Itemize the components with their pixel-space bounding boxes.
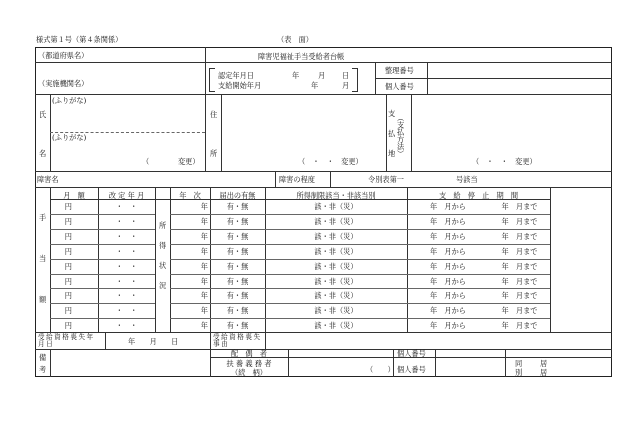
table-row-line bbox=[50, 274, 155, 275]
disability-name-label: 障害名 bbox=[37, 175, 59, 184]
row-cell-yen: 円 bbox=[64, 231, 72, 241]
pay-method-label: （支払方法） bbox=[396, 114, 406, 158]
allowance-char-2: 当 bbox=[39, 254, 47, 263]
header-income-limit: 所得制限該当・非該当別 bbox=[296, 191, 376, 200]
row-cell-nen: 年 bbox=[200, 216, 208, 226]
loss-date-value: 年 月 日 bbox=[128, 337, 179, 346]
table-row-line bbox=[50, 244, 155, 245]
row-cell-gai: 該・非（災） bbox=[314, 231, 358, 241]
row-cell-to: 年 月まで bbox=[501, 202, 538, 211]
row-cell-dots: ・ ・ bbox=[115, 246, 138, 256]
separate-char-2: 居 bbox=[540, 368, 548, 377]
row-cell-gai: 該・非（災） bbox=[314, 276, 358, 286]
table-row-line bbox=[50, 214, 155, 215]
row-cell-dots: ・ ・ bbox=[115, 216, 138, 226]
address-char-1: 住 bbox=[210, 110, 218, 119]
address-char-2: 所 bbox=[210, 149, 218, 158]
table-col-line bbox=[155, 187, 156, 332]
header-revised: 改 定 年 月 bbox=[108, 191, 145, 200]
row-cell-umu: 有・無 bbox=[226, 216, 249, 226]
table-row-line bbox=[170, 214, 550, 215]
row-cell-yen: 円 bbox=[64, 321, 72, 331]
pay-char-3: 地 bbox=[388, 149, 396, 158]
form-id: 様式第１号（第４条関係） bbox=[36, 35, 123, 44]
row-cell-to: 年 月まで bbox=[501, 216, 538, 226]
row-cell-yen: 円 bbox=[64, 246, 72, 256]
table-row-line bbox=[50, 259, 155, 260]
cohabit-char-2: 居 bbox=[540, 359, 548, 368]
side-label: （表 面） bbox=[277, 35, 313, 44]
row-cell-umu: 有・無 bbox=[226, 231, 249, 241]
row-cell-gai: 該・非（災） bbox=[314, 306, 358, 316]
income-char-1: 所 bbox=[159, 221, 167, 230]
agency-label: （実施機関名） bbox=[38, 79, 89, 88]
support-label: 扶 養 義 務 者 bbox=[226, 359, 272, 368]
pay-start-label: 支給開始年月 bbox=[218, 81, 262, 90]
row-cell-nen: 年 bbox=[200, 321, 208, 331]
row-cell-from: 年 月から bbox=[430, 291, 466, 301]
table-row-line bbox=[170, 259, 550, 260]
separate-char-1: 別 bbox=[515, 368, 523, 377]
row-cell-yen: 円 bbox=[64, 291, 72, 301]
table-row-line bbox=[50, 229, 155, 230]
table-row-line bbox=[170, 288, 550, 289]
row-cell-nen: 年 bbox=[200, 231, 208, 241]
row-cell-to: 年 月まで bbox=[501, 231, 538, 241]
row-cell-yen: 円 bbox=[64, 202, 72, 211]
row-cell-gai: 該・非（災） bbox=[314, 246, 358, 256]
row-cell-from: 年 月から bbox=[430, 321, 466, 331]
header-month-amount: 月 額 bbox=[63, 191, 85, 200]
name-change-label: （ 変更） bbox=[142, 157, 200, 166]
name-char-2: 名 bbox=[39, 149, 47, 158]
table-row-line bbox=[170, 229, 550, 230]
row-cell-from: 年 月から bbox=[430, 246, 466, 256]
row-cell-dots: ・ ・ bbox=[115, 261, 138, 271]
order-table-label: 令別表第一 bbox=[368, 175, 404, 184]
table-row-line bbox=[50, 288, 155, 289]
row-cell-dots: ・ ・ bbox=[115, 202, 138, 211]
table-row-line bbox=[170, 318, 550, 319]
row-cell-nen: 年 bbox=[200, 261, 208, 271]
loss-reason-label: 受給資格喪失事由 bbox=[213, 333, 262, 349]
spouse-label: 配 偶 者 bbox=[231, 349, 267, 358]
row-cell-gai: 該・非（災） bbox=[314, 261, 358, 271]
row-cell-dots: ・ ・ bbox=[115, 306, 138, 316]
row-cell-to: 年 月まで bbox=[501, 321, 538, 331]
row-cell-nen: 年 bbox=[200, 276, 208, 286]
row-cell-gai: 該・非（災） bbox=[314, 291, 358, 301]
personal-no-label: 個人番号 bbox=[385, 82, 414, 91]
loss-date-label: 受給資格喪失年月日 bbox=[38, 333, 95, 349]
cohabit-char-1: 同 bbox=[515, 359, 523, 368]
header-suspension: 支 給 停 止 期 間 bbox=[438, 191, 519, 200]
row-cell-umu: 有・無 bbox=[226, 261, 249, 271]
row-cell-to: 年 月まで bbox=[501, 291, 538, 301]
table-row-line bbox=[170, 244, 550, 245]
address-change-label: （ ・ ・ 変更） bbox=[298, 157, 363, 166]
row-cell-nen: 年 bbox=[200, 246, 208, 256]
table-row-line bbox=[170, 274, 550, 275]
remarks-char-1: 備 bbox=[39, 353, 47, 362]
table-row-line bbox=[170, 303, 550, 304]
row-cell-nen: 年 bbox=[200, 202, 208, 211]
row-cell-to: 年 月まで bbox=[501, 246, 538, 256]
income-char-4: 況 bbox=[159, 281, 167, 290]
row-cell-from: 年 月から bbox=[430, 202, 466, 211]
row-cell-yen: 円 bbox=[64, 306, 72, 316]
header-notification: 届出の有無 bbox=[219, 191, 256, 200]
income-char-3: 状 bbox=[159, 261, 167, 270]
row-cell-from: 年 月から bbox=[430, 261, 466, 271]
row-cell-umu: 有・無 bbox=[226, 306, 249, 316]
remarks-char-2: 考 bbox=[39, 365, 47, 374]
row-cell-nen: 年 bbox=[200, 291, 208, 301]
pay-char-2: 払 bbox=[388, 129, 396, 138]
row-cell-umu: 有・無 bbox=[226, 321, 249, 331]
row-cell-to: 年 月まで bbox=[501, 276, 538, 286]
table-row-line bbox=[50, 303, 155, 304]
item-label: 号該当 bbox=[456, 175, 478, 184]
furigana-label-2: (ふりがな) bbox=[52, 133, 87, 142]
row-cell-nen: 年 bbox=[200, 306, 208, 316]
row-cell-umu: 有・無 bbox=[226, 246, 249, 256]
personal-no-label-support: 個人番号 bbox=[397, 365, 426, 374]
row-cell-from: 年 月から bbox=[430, 231, 466, 241]
row-cell-dots: ・ ・ bbox=[115, 321, 138, 331]
row-cell-umu: 有・無 bbox=[226, 276, 249, 286]
cert-date-label: 認定年月日 bbox=[218, 71, 254, 80]
row-cell-umu: 有・無 bbox=[226, 291, 249, 301]
disability-degree-label: 障害の程度 bbox=[279, 175, 315, 184]
table-row-line bbox=[50, 318, 155, 319]
row-cell-yen: 円 bbox=[64, 216, 72, 226]
relation-blank: （ ） bbox=[366, 365, 395, 374]
allowance-char-3: 額 bbox=[39, 295, 47, 304]
ledger-title: 障害児福祉手当受給者台帳 bbox=[258, 52, 345, 61]
table-col-line bbox=[550, 187, 551, 332]
relation-label: （続 柄） bbox=[231, 368, 267, 377]
table-bottom-line bbox=[35, 332, 612, 333]
row-cell-dots: ・ ・ bbox=[115, 291, 138, 301]
row-cell-from: 年 月から bbox=[430, 216, 466, 226]
name-char-1: 氏 bbox=[39, 110, 47, 119]
row-cell-to: 年 月まで bbox=[501, 261, 538, 271]
row-cell-gai: 該・非（災） bbox=[314, 202, 358, 211]
allowance-char-1: 手 bbox=[39, 213, 47, 222]
row-cell-yen: 円 bbox=[64, 276, 72, 286]
row-cell-gai: 該・非（災） bbox=[314, 216, 358, 226]
row-cell-yen: 円 bbox=[64, 261, 72, 271]
personal-no-label-spouse: 個人番号 bbox=[397, 349, 426, 358]
income-char-2: 得 bbox=[159, 241, 167, 250]
row-cell-dots: ・ ・ bbox=[115, 231, 138, 241]
pay-char-1: 支 bbox=[388, 109, 396, 118]
row-cell-gai: 該・非（災） bbox=[314, 321, 358, 331]
row-cell-dots: ・ ・ bbox=[115, 276, 138, 286]
row-cell-from: 年 月から bbox=[430, 276, 466, 286]
row-cell-from: 年 月から bbox=[430, 306, 466, 316]
furigana-label: (ふりがな) bbox=[52, 96, 87, 105]
row-cell-to: 年 月まで bbox=[501, 306, 538, 316]
prefecture-label: （都道府県名） bbox=[38, 51, 89, 60]
header-fiscal-year: 年 次 bbox=[179, 191, 201, 200]
pay-change-label: （ ・ ・ 変更） bbox=[472, 157, 537, 166]
row-cell-umu: 有・無 bbox=[226, 202, 249, 211]
mgmt-no-label: 整理番号 bbox=[385, 66, 414, 75]
